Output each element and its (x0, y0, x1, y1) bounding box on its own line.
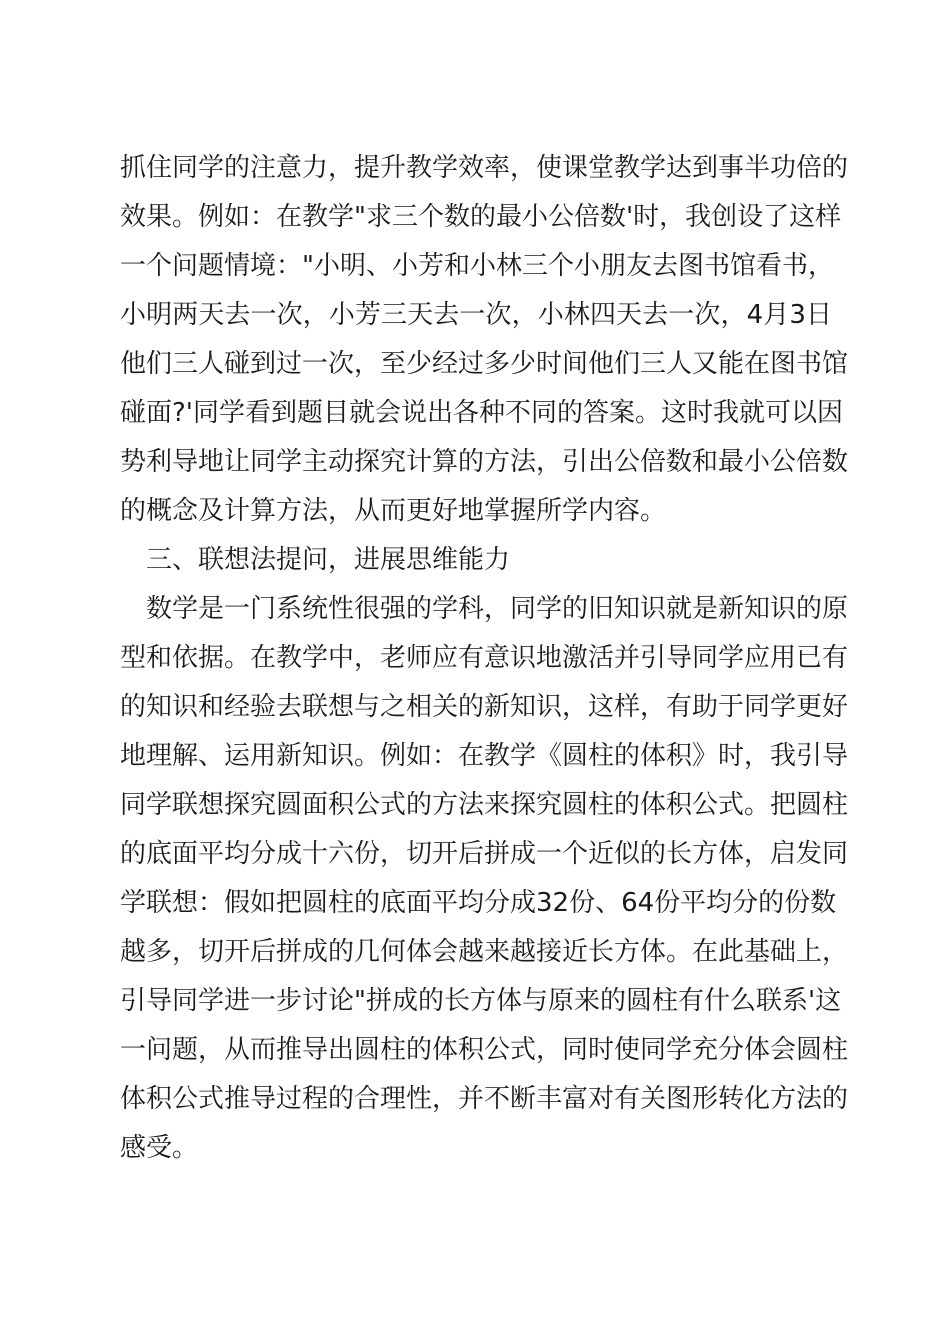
paragraph-line: 感受。 (120, 1133, 199, 1163)
paragraph-line: 的底面平均分成十六份，切开后拼成一个近似的长方体，启发同 (120, 839, 849, 869)
paragraph-line: 势利导地让同学主动探究计算的方法，引出公倍数和最小公倍数 (120, 447, 849, 477)
paragraph-association-method (120, 585, 849, 1173)
paragraph-line: 的概念及计算方法，从而更好地掌握所学内容。 (120, 496, 667, 526)
section-heading (120, 536, 832, 585)
paragraph-line: 他们三人碰到过一次，至少经过多少时间他们三人又能在图书馆 (120, 349, 849, 379)
paragraph-line: 型和依据。在教学中，老师应有意识地激活并引导同学应用已有 (120, 643, 849, 673)
document-body (120, 144, 849, 1173)
paragraph-line: 同学联想探究圆面积公式的方法来探究圆柱的体积公式。把圆柱 (120, 790, 849, 820)
paragraph-line: 数学是一门系统性很强的学科，同学的旧知识就是新知识的原 (146, 594, 849, 624)
paragraph-line: 学联想：假如把圆柱的底面平均分成32份、64份平均分的份数 (120, 888, 837, 918)
paragraph-line: 的知识和经验去联想与之相关的新知识，这样，有助于同学更好 (120, 692, 849, 722)
paragraph-line: 引导同学进一步讨论"拼成的长方体与原来的圆柱有什么联系'这 (120, 986, 842, 1016)
paragraph-line: 体积公式推导过程的合理性，并不断丰富对有关图形转化方法的 (120, 1084, 849, 1114)
paragraph-example-problem (120, 144, 849, 536)
paragraph-line: 越多，切开后拼成的几何体会越来越接近长方体。在此基础上， (120, 937, 849, 967)
paragraph-line: 碰面?'同学看到题目就会说出各种不同的答案。这时我就可以因 (120, 398, 843, 428)
paragraph-line: 一个问题情境："小明、小芳和小林三个小朋友去图书馆看书， (120, 251, 834, 281)
paragraph-line: 抓住同学的注意力，提升教学效率，使课堂教学达到事半功倍的 (120, 153, 849, 183)
paragraph-line: 一问题，从而推导出圆柱的体积公式，同时使同学充分体会圆柱 (120, 1035, 849, 1065)
paragraph-line: 地理解、运用新知识。例如：在教学《圆柱的体积》时，我引导 (120, 741, 849, 771)
paragraph-line: 小明两天去一次，小芳三天去一次，小林四天去一次，4月3日 (120, 300, 832, 330)
section-heading-text: 三、联想法提问，进展思维能力 (146, 545, 511, 575)
paragraph-line: 效果。例如：在教学"求三个数的最小公倍数'时，我创设了这样 (120, 202, 842, 232)
